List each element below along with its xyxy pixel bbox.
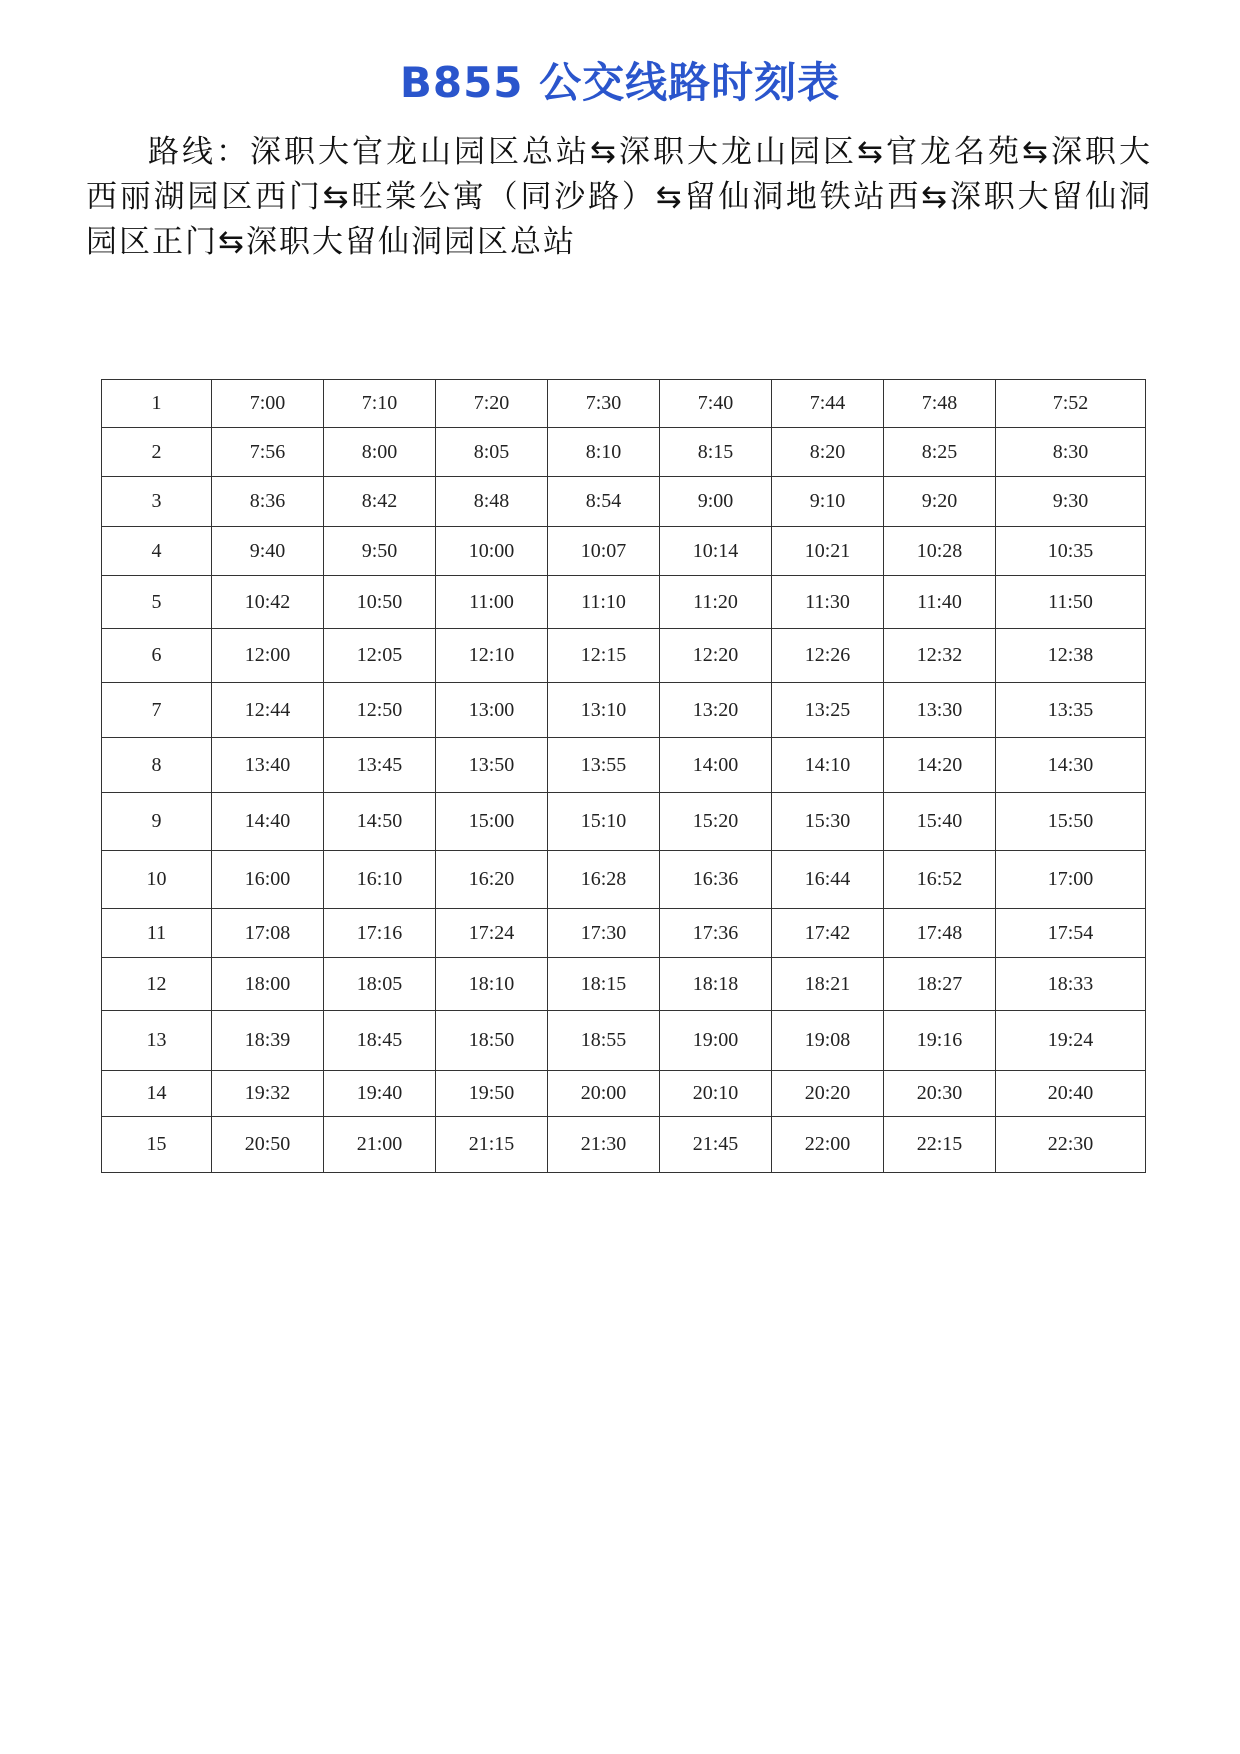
departure-time-cell: 10:21	[772, 527, 884, 576]
trip-number-cell: 9	[102, 793, 212, 851]
departure-time-cell: 10:50	[324, 576, 436, 629]
departure-time-cell: 9:10	[772, 477, 884, 527]
departure-time-cell: 12:26	[772, 629, 884, 683]
departure-time-cell: 13:40	[212, 738, 324, 793]
departure-time-cell: 20:00	[548, 1071, 660, 1117]
departure-time-cell: 12:38	[996, 629, 1146, 683]
departure-time-cell: 15:50	[996, 793, 1146, 851]
timetable-body	[102, 380, 1146, 1173]
departure-time-cell: 17:48	[884, 909, 996, 958]
table-row	[102, 1117, 1146, 1173]
departure-time-cell: 12:50	[324, 683, 436, 738]
departure-time-cell: 20:50	[212, 1117, 324, 1173]
departure-time-cell: 13:25	[772, 683, 884, 738]
departure-time-cell: 8:15	[660, 428, 772, 477]
trip-number-cell: 1	[102, 380, 212, 428]
departure-time-cell: 11:00	[436, 576, 548, 629]
departure-time-cell: 14:10	[772, 738, 884, 793]
departure-time-cell: 21:45	[660, 1117, 772, 1173]
table-row	[102, 629, 1146, 683]
departure-time-cell: 7:10	[324, 380, 436, 428]
departure-time-cell: 7:40	[660, 380, 772, 428]
departure-time-cell: 20:10	[660, 1071, 772, 1117]
departure-time-cell: 20:20	[772, 1071, 884, 1117]
table-row	[102, 851, 1146, 909]
departure-time-cell: 12:44	[212, 683, 324, 738]
departure-time-cell: 8:42	[324, 477, 436, 527]
departure-time-cell: 13:10	[548, 683, 660, 738]
departure-time-cell: 17:24	[436, 909, 548, 958]
trip-number-cell: 3	[102, 477, 212, 527]
departure-time-cell: 19:40	[324, 1071, 436, 1117]
departure-time-cell: 16:10	[324, 851, 436, 909]
departure-time-cell: 13:20	[660, 683, 772, 738]
departure-time-cell: 8:25	[884, 428, 996, 477]
departure-time-cell: 18:50	[436, 1011, 548, 1071]
departure-time-cell: 21:30	[548, 1117, 660, 1173]
departure-time-cell: 18:21	[772, 958, 884, 1011]
departure-time-cell: 16:00	[212, 851, 324, 909]
departure-time-cell: 17:42	[772, 909, 884, 958]
trip-number-cell: 2	[102, 428, 212, 477]
table-row	[102, 380, 1146, 428]
departure-time-cell: 7:48	[884, 380, 996, 428]
departure-time-cell: 8:48	[436, 477, 548, 527]
departure-time-cell: 11:30	[772, 576, 884, 629]
trip-number-cell: 7	[102, 683, 212, 738]
departure-time-cell: 19:24	[996, 1011, 1146, 1071]
departure-time-cell: 8:05	[436, 428, 548, 477]
departure-time-cell: 12:05	[324, 629, 436, 683]
departure-time-cell: 18:39	[212, 1011, 324, 1071]
trip-number-cell: 12	[102, 958, 212, 1011]
departure-time-cell: 16:44	[772, 851, 884, 909]
departure-time-cell: 10:00	[436, 527, 548, 576]
departure-time-cell: 12:10	[436, 629, 548, 683]
trip-number-cell: 11	[102, 909, 212, 958]
trip-number-cell: 13	[102, 1011, 212, 1071]
departure-time-cell: 13:30	[884, 683, 996, 738]
page-title: B855 公交线路时刻表	[399, 58, 841, 107]
departure-time-cell: 7:20	[436, 380, 548, 428]
departure-time-cell: 11:50	[996, 576, 1146, 629]
departure-time-cell: 21:15	[436, 1117, 548, 1173]
departure-time-cell: 15:00	[436, 793, 548, 851]
table-row	[102, 428, 1146, 477]
table-row	[102, 527, 1146, 576]
departure-time-cell: 8:00	[324, 428, 436, 477]
departure-time-cell: 21:00	[324, 1117, 436, 1173]
departure-time-cell: 14:50	[324, 793, 436, 851]
departure-time-cell: 8:54	[548, 477, 660, 527]
departure-time-cell: 17:00	[996, 851, 1146, 909]
departure-time-cell: 7:30	[548, 380, 660, 428]
departure-time-cell: 8:36	[212, 477, 324, 527]
departure-time-cell: 15:30	[772, 793, 884, 851]
trip-number-cell: 10	[102, 851, 212, 909]
table-row	[102, 793, 1146, 851]
departure-time-cell: 18:05	[324, 958, 436, 1011]
departure-time-cell: 20:30	[884, 1071, 996, 1117]
departure-time-cell: 10:07	[548, 527, 660, 576]
departure-time-cell: 11:10	[548, 576, 660, 629]
trip-number-cell: 14	[102, 1071, 212, 1117]
departure-time-cell: 7:56	[212, 428, 324, 477]
trip-number-cell: 8	[102, 738, 212, 793]
departure-time-cell: 19:08	[772, 1011, 884, 1071]
trip-number-cell: 6	[102, 629, 212, 683]
departure-time-cell: 16:36	[660, 851, 772, 909]
departure-time-cell: 15:40	[884, 793, 996, 851]
table-row	[102, 477, 1146, 527]
departure-time-cell: 18:00	[212, 958, 324, 1011]
departure-time-cell: 13:00	[436, 683, 548, 738]
departure-time-cell: 22:15	[884, 1117, 996, 1173]
departure-time-cell: 15:10	[548, 793, 660, 851]
departure-time-cell: 18:18	[660, 958, 772, 1011]
table-row	[102, 1011, 1146, 1071]
trip-number-cell: 15	[102, 1117, 212, 1173]
departure-time-cell: 19:00	[660, 1011, 772, 1071]
departure-time-cell: 9:00	[660, 477, 772, 527]
departure-time-cell: 7:00	[212, 380, 324, 428]
departure-time-cell: 18:27	[884, 958, 996, 1011]
departure-time-cell: 7:44	[772, 380, 884, 428]
departure-time-cell: 16:28	[548, 851, 660, 909]
departure-time-cell: 12:32	[884, 629, 996, 683]
departure-time-cell: 14:40	[212, 793, 324, 851]
departure-time-cell: 10:35	[996, 527, 1146, 576]
table-row	[102, 958, 1146, 1011]
departure-time-cell: 17:16	[324, 909, 436, 958]
departure-time-cell: 12:20	[660, 629, 772, 683]
trip-number-cell: 5	[102, 576, 212, 629]
departure-time-cell: 8:10	[548, 428, 660, 477]
departure-time-cell: 14:30	[996, 738, 1146, 793]
departure-time-cell: 10:42	[212, 576, 324, 629]
departure-time-cell: 18:33	[996, 958, 1146, 1011]
departure-time-cell: 22:00	[772, 1117, 884, 1173]
departure-time-cell: 17:08	[212, 909, 324, 958]
departure-time-cell: 20:40	[996, 1071, 1146, 1117]
departure-time-cell: 7:52	[996, 380, 1146, 428]
departure-time-cell: 17:30	[548, 909, 660, 958]
table-row	[102, 909, 1146, 958]
table-row	[102, 738, 1146, 793]
departure-time-cell: 13:55	[548, 738, 660, 793]
departure-time-cell: 19:50	[436, 1071, 548, 1117]
departure-time-cell: 12:15	[548, 629, 660, 683]
departure-time-cell: 11:20	[660, 576, 772, 629]
departure-time-cell: 14:20	[884, 738, 996, 793]
departure-time-cell: 17:54	[996, 909, 1146, 958]
departure-time-cell: 15:20	[660, 793, 772, 851]
departure-time-cell: 19:16	[884, 1011, 996, 1071]
departure-time-cell: 11:40	[884, 576, 996, 629]
departure-time-cell: 17:36	[660, 909, 772, 958]
departure-time-cell: 18:45	[324, 1011, 436, 1071]
departure-time-cell: 16:20	[436, 851, 548, 909]
departure-time-cell: 19:32	[212, 1071, 324, 1117]
departure-time-cell: 18:10	[436, 958, 548, 1011]
departure-time-cell: 9:20	[884, 477, 996, 527]
departure-time-cell: 10:28	[884, 527, 996, 576]
departure-time-cell: 14:00	[660, 738, 772, 793]
departure-time-cell: 13:35	[996, 683, 1146, 738]
departure-time-cell: 10:14	[660, 527, 772, 576]
departure-time-cell: 16:52	[884, 851, 996, 909]
trip-number-cell: 4	[102, 527, 212, 576]
departure-time-cell: 8:20	[772, 428, 884, 477]
table-row	[102, 683, 1146, 738]
departure-time-cell: 9:50	[324, 527, 436, 576]
departure-time-cell: 22:30	[996, 1117, 1146, 1173]
table-row	[102, 1071, 1146, 1117]
timetable	[101, 379, 1146, 1173]
departure-time-cell: 9:40	[212, 527, 324, 576]
departure-time-cell: 13:45	[324, 738, 436, 793]
departure-time-cell: 9:30	[996, 477, 1146, 527]
route-description: 路线：深职大官龙山园区总站⇆深职大龙山园区⇆官龙名苑⇆深职大西丽湖园区西门⇆旺棠公寓（同沙路）⇆留仙洞地铁站西⇆深职大留仙洞园区正门⇆深职大留仙洞园区总站	[86, 134, 1152, 260]
departure-time-cell: 18:15	[548, 958, 660, 1011]
departure-time-cell: 18:55	[548, 1011, 660, 1071]
table-row	[102, 576, 1146, 629]
departure-time-cell: 8:30	[996, 428, 1146, 477]
departure-time-cell: 13:50	[436, 738, 548, 793]
departure-time-cell: 12:00	[212, 629, 324, 683]
